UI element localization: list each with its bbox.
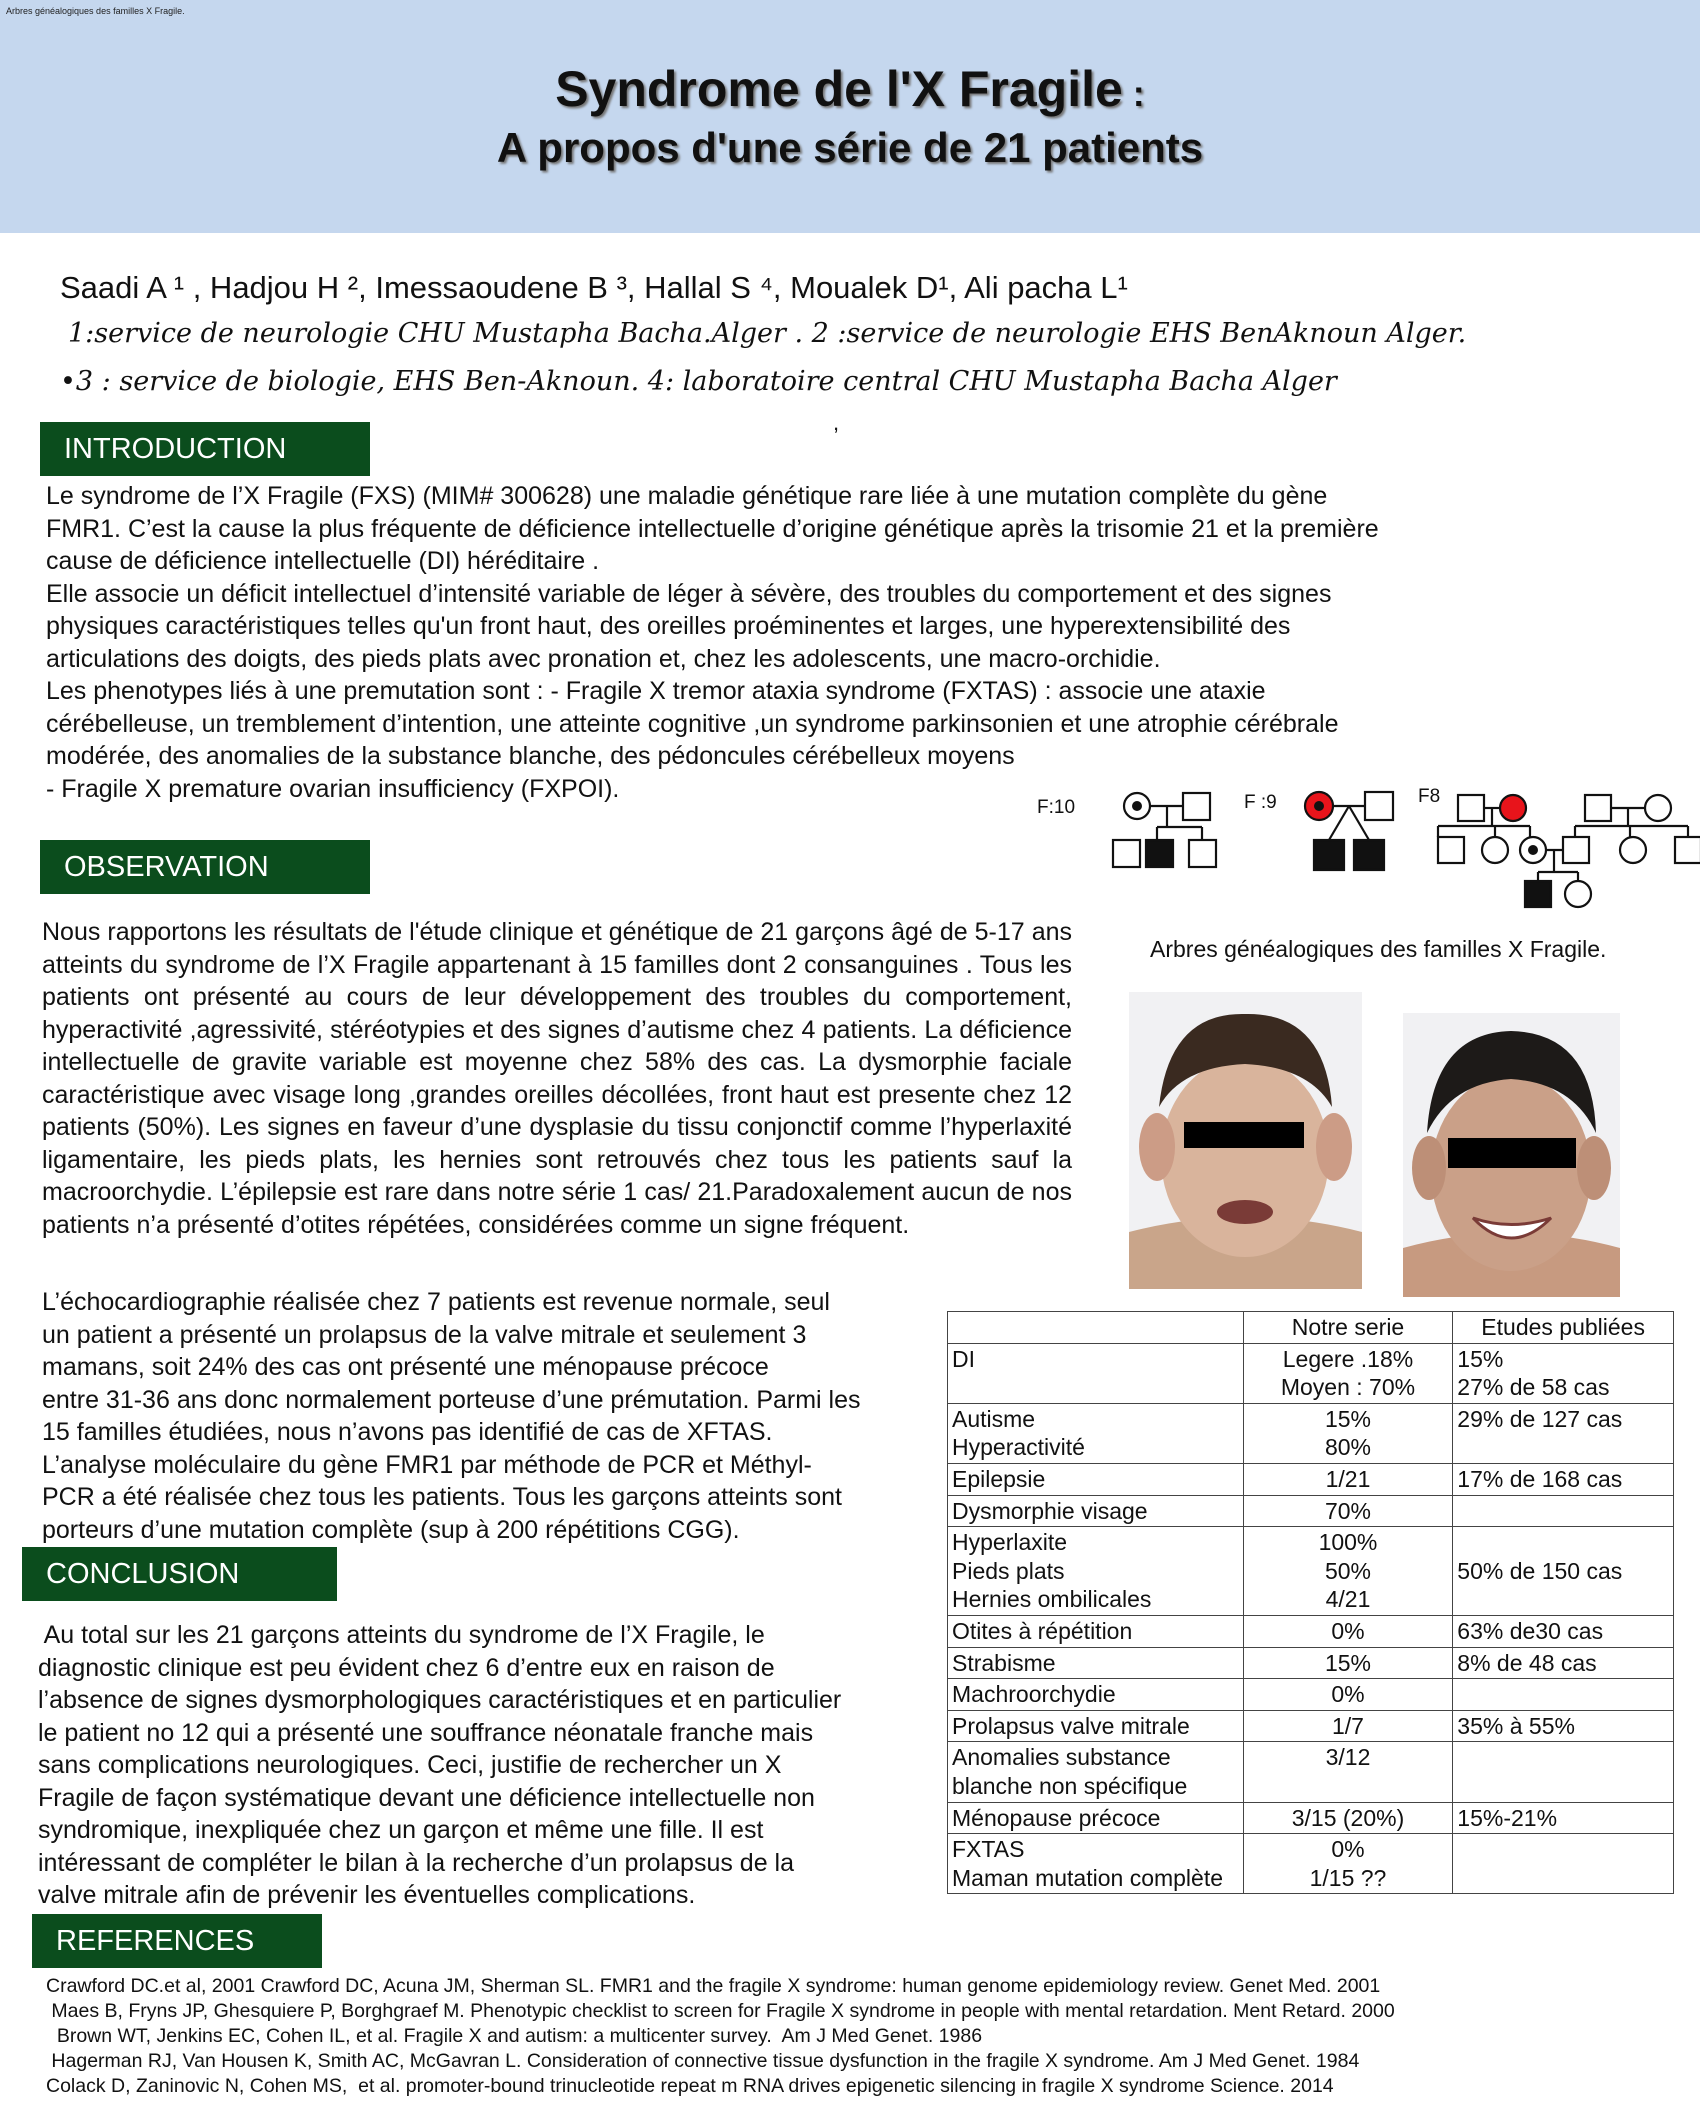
- intro-line: physiques caractéristiques telles qu'un front haut, des oreilles proéminentes et larges, une hyperextensibilité des: [46, 612, 1291, 640]
- table-cell-feature: FXTAS Maman mutation complète: [948, 1834, 1244, 1894]
- table-header-cell: [948, 1312, 1244, 1344]
- table-cell-feature: Otites à répétition: [948, 1615, 1244, 1647]
- observation-line: 15 familles étudiées, nous n’avons pas identifié de cas de XFTAS.: [42, 1418, 773, 1446]
- table-row: [948, 1615, 1674, 1647]
- table-cell-feature: DI: [948, 1343, 1244, 1403]
- references-heading: REFERENCES: [32, 1914, 322, 1968]
- references-list: [46, 1974, 1666, 2099]
- conclusion-text: [38, 1619, 938, 1912]
- table-cell-published: 15% 27% de 58 cas: [1453, 1343, 1674, 1403]
- stray-comma: ,: [833, 410, 840, 435]
- table-cell-feature: Machroorchydie: [948, 1679, 1244, 1711]
- eye-mask-bar: [1184, 1122, 1304, 1148]
- pedigree-caption: Arbres généalogiques des familles X Fragile.: [1150, 936, 1607, 962]
- conclusion-line: Au total sur les 21 garçons atteints du syndrome de l’X Fragile, le: [38, 1621, 765, 1649]
- comparison-table: [947, 1311, 1674, 1894]
- table-cell-our-series: 70%: [1243, 1495, 1453, 1527]
- table-cell-published: 15%-21%: [1453, 1802, 1674, 1834]
- poster-title: [0, 60, 1700, 118]
- table-row: [948, 1679, 1674, 1711]
- table-row: [948, 1834, 1674, 1894]
- table-cell-published: 29% de 127 cas: [1453, 1403, 1674, 1463]
- table-row: [948, 1463, 1674, 1495]
- observation-line: entre 31-36 ans donc normalement porteuse d’une prémutation. Parmi les: [42, 1385, 861, 1414]
- patient-photo-2: [1403, 1013, 1620, 1297]
- table-header-cell: Etudes publiées: [1453, 1312, 1674, 1344]
- table-cell-our-series: 1/21: [1243, 1463, 1453, 1495]
- intro-line: FMR1. C’est la cause la plus fréquente de déficience intellectuelle d’origine génétique après la trisomie 21 et la première: [46, 514, 1379, 543]
- table-cell-our-series: 0%: [1243, 1679, 1453, 1711]
- pedigree-label-f10: F:10: [1037, 797, 1076, 818]
- pedigree-charts: [1030, 780, 1700, 930]
- table-header-row: [948, 1312, 1674, 1344]
- table-row: [948, 1710, 1674, 1742]
- table-cell-published: 8% de 48 cas: [1453, 1647, 1674, 1679]
- table-cell-published: [1453, 1742, 1674, 1802]
- observation-line: PCR a été réalisée chez tous les patients. Tous les garçons atteints sont: [42, 1483, 842, 1511]
- intro-line: articulations des doigts, des pieds plats avec pronation et, chez les adolescents, une macro-orchidie.: [46, 644, 1161, 673]
- reference-item: Maes B, Fryns JP, Ghesquiere P, Borghgraef M. Phenotypic checklist to screen for Fragile X syndrome in people with mental retardation. Ment Retard. 2000: [46, 2000, 1395, 2022]
- table-cell-published: 63% de30 cas: [1453, 1615, 1674, 1647]
- pedigree-label-f8: F8: [1418, 786, 1441, 807]
- introduction-heading: INTRODUCTION: [40, 422, 370, 476]
- intro-line: - Fragile X premature ovarian insufficiency (FXPOI).: [46, 774, 620, 803]
- table-header-cell: Notre serie: [1243, 1312, 1453, 1344]
- observation-line: porteurs d’une mutation complète (sup à 200 répétitions CGG).: [42, 1515, 740, 1544]
- conclusion-line: valve mitrale afin de prévenir les éventuelles complications.: [38, 1881, 696, 1909]
- table-row: [948, 1527, 1674, 1616]
- observation-line: mamans, soit 24% des cas ont présenté une ménopause précoce: [42, 1353, 769, 1381]
- table-row: [948, 1403, 1674, 1463]
- table-cell-our-series: Legere .18% Moyen : 70%: [1243, 1343, 1453, 1403]
- introduction-text: [46, 480, 1506, 805]
- conclusion-line: l’absence de signes dysmorphologiques caractéristiques et en particulier: [38, 1686, 842, 1714]
- affiliation-2: •3 : service de biologie, EHS Ben-Aknoun. 4: laboratoire central CHU Mustapha Bacha Alger: [60, 366, 1337, 397]
- table-cell-our-series: 3/12: [1243, 1742, 1453, 1802]
- reference-item: Colack D, Zaninovic N, Cohen MS, et al. promoter-bound trinucleotide repeat m RNA drives epigenetic silencing in fragile X syndrome Science. 2014: [46, 2075, 1334, 2097]
- table-cell-feature: Hyperlaxite Pieds plats Hernies ombilicales: [948, 1527, 1244, 1616]
- table-cell-published: 35% à 55%: [1453, 1710, 1674, 1742]
- conclusion-line: syndromique, inexpliquée chez un garçon et même une fille. Il est: [38, 1816, 764, 1844]
- conclusion-line: Fragile de façon systématique devant une déficience intellectuelle non: [38, 1783, 815, 1812]
- affected-male-symbol: [1146, 840, 1173, 867]
- intro-line: cause de déficience intellectuelle (DI) héréditaire .: [46, 547, 600, 575]
- table-row: [948, 1495, 1674, 1527]
- table-cell-published: [1453, 1834, 1674, 1894]
- patient-photo-1: [1129, 992, 1362, 1289]
- intro-line: modérée, des anomalies de la substance blanche, des pédoncules cérébelleux moyens: [46, 742, 1015, 770]
- reference-item: Hagerman RJ, Van Housen K, Smith AC, McGavran L. Consideration of connective tissue dysfunction in the fragile X syndrome. Am J Med Genet. 1984: [46, 2050, 1360, 2072]
- table-cell-feature: Dysmorphie visage: [948, 1495, 1244, 1527]
- table-row: [948, 1647, 1674, 1679]
- table-cell-our-series: 0%: [1243, 1615, 1453, 1647]
- affiliation-1: 1:service de neurologie CHU Mustapha Bacha.Alger . 2 :service de neurologie EHS BenAknoun Alger.: [68, 318, 1467, 349]
- title-colon: :: [1122, 73, 1145, 114]
- table-cell-published: [1453, 1679, 1674, 1711]
- top-caption: Arbres généalogiques des familles X Fragile.: [6, 6, 185, 16]
- table-row: [948, 1802, 1674, 1834]
- observation-paragraph-2: [42, 1286, 942, 1546]
- table-cell-our-series: 3/15 (20%): [1243, 1802, 1453, 1834]
- observation-line: un patient a présenté un prolapsus de la valve mitrale et seulement 3: [42, 1320, 807, 1349]
- intro-line: Elle associe un déficit intellectuel d’intensité variable de léger à sévère, des troubles du comportement et des signes: [46, 579, 1332, 608]
- table-cell-feature: Anomalies substance blanche non spécifique: [948, 1742, 1244, 1802]
- reference-item: Brown WT, Jenkins EC, Cohen IL, et al. Fragile X and autism: a multicenter survey. Am J Med Genet. 1986: [46, 2025, 983, 2047]
- intro-line: Les phenotypes liés à une premutation sont : - Fragile X tremor ataxia syndrome (FXTAS) : associe une ataxie: [46, 677, 1266, 705]
- conclusion-line: diagnostic clinique est peu évident chez 6 d’entre eux en raison de: [38, 1653, 775, 1682]
- table-cell-our-series: 100% 50% 4/21: [1243, 1527, 1453, 1616]
- table-cell-our-series: 0% 1/15 ??: [1243, 1834, 1453, 1894]
- intro-line: Le syndrome de l’X Fragile (FXS) (MIM# 300628) une maladie génétique rare liée à une mutation complète du gène: [46, 482, 1328, 510]
- authors: Saadi A ¹ , Hadjou H ², Imessaoudene B ³, Hallal S ⁴, Moualek D¹, Ali pacha L¹: [60, 270, 1128, 305]
- observation-paragraph-1: Nous rapportons les résultats de l'étude clinique et génétique de 21 garçons âgé de 5-17 ans atteints du syndrome de l’X Fragile appartenant à 15 familles dont 2 consanguines . Tous les patients ont présenté au cours de leur développement des troubles du comportement, hyperactivité ,agressivité, stéréotypies et des signes d’autisme chez 4 patients. La déficience intellectuelle de gravite variable est moyenne chez 58% des cas. La dysmorphie faciale caractéristique avec visage long ,grandes oreilles décollées, front haut est presente chez 12 patients (50%). Les signes en faveur d’une dysplasie du tissu conjonctif comme l’hyperlaxité ligamentaire, les pieds plats, les hernies sont retrouvés chez tous les patients sauf la macroorchydie. L’épilepsie est rare dans notre série 1 cas/ 21.Paradoxalement aucun de nos patients n’a présenté d’otites répétées, considérées comme un signe fréquent.: [42, 918, 1072, 1239]
- observation-line: L’analyse moléculaire du gène FMR1 par méthode de PCR et Méthyl-: [42, 1450, 812, 1479]
- conclusion-line: le patient no 12 qui a présenté une souffrance néonatale franche mais: [38, 1718, 814, 1747]
- table-cell-published: 50% de 150 cas: [1453, 1527, 1674, 1616]
- eye-mask-bar: [1448, 1138, 1576, 1168]
- table-cell-our-series: 1/7: [1243, 1710, 1453, 1742]
- conclusion-line: sans complications neurologiques. Ceci, justifie de rechercher un X: [38, 1751, 782, 1779]
- conclusion-line: intéressant de compléter le bilan à la recherche d’un prolapsus de la: [38, 1848, 795, 1877]
- observation-heading: OBSERVATION: [40, 840, 370, 894]
- intro-line: cérébelleuse, un tremblement d’intention, une atteinte cognitive ,un syndrome parkinsonien et une atrophie cérébrale: [46, 709, 1339, 738]
- table-cell-our-series: 15% 80%: [1243, 1403, 1453, 1463]
- table-cell-feature: Epilepsie: [948, 1463, 1244, 1495]
- table-cell-feature: Ménopause précoce: [948, 1802, 1244, 1834]
- table-cell-feature: Strabisme: [948, 1647, 1244, 1679]
- father-symbol: [1183, 793, 1210, 820]
- table-cell-published: 17% de 168 cas: [1453, 1463, 1674, 1495]
- observation-line: L’échocardiographie réalisée chez 7 patients est revenue normale, seul: [42, 1288, 830, 1316]
- table-cell-published: [1453, 1495, 1674, 1527]
- conclusion-heading: CONCLUSION: [22, 1547, 337, 1601]
- poster-subtitle: A propos d'une série de 21 patients: [496, 124, 1204, 171]
- reference-item: Crawford DC.et al, 2001 Crawford DC, Acuna JM, Sherman SL. FMR1 and the fragile X syndrome: human genome epidemiology review. Genet Med. 2001: [46, 1975, 1381, 1997]
- pedigree-label-f9: F :9: [1244, 792, 1277, 813]
- table-cell-feature: Prolapsus valve mitrale: [948, 1710, 1244, 1742]
- table-cell-our-series: 15%: [1243, 1647, 1453, 1679]
- table-cell-feature: Autisme Hyperactivité: [948, 1403, 1244, 1463]
- table-row: [948, 1742, 1674, 1802]
- title-main: Syndrome de l'X Fragile: [555, 61, 1123, 117]
- table-row: [948, 1343, 1674, 1403]
